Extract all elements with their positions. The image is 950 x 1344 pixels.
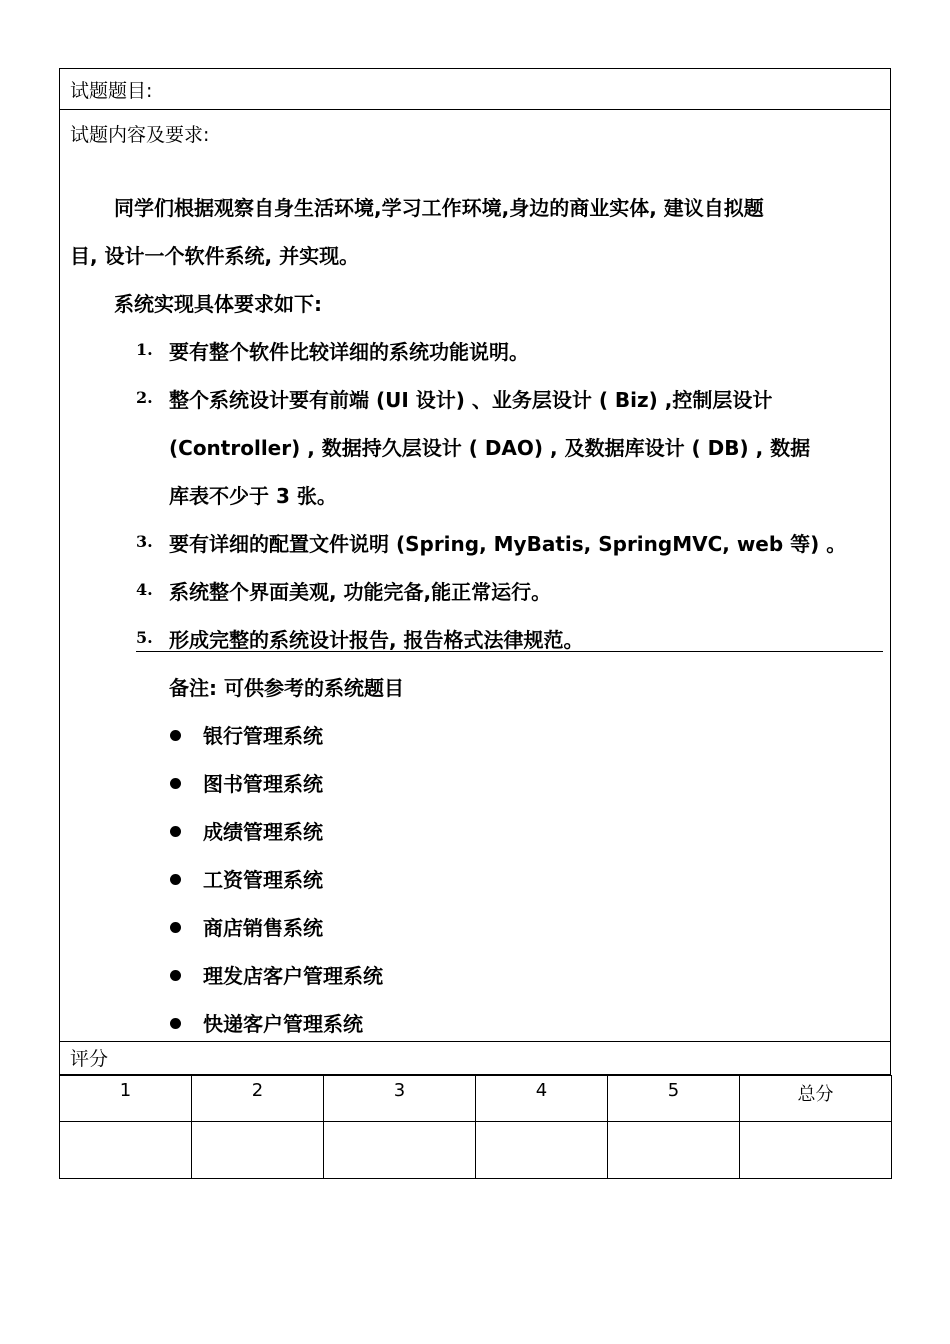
exam-form — [59, 68, 891, 1179]
bullet-dot-icon — [170, 730, 181, 741]
requirement-text: 整个系统设计要有前端 (UI 设计) 、业务层设计 ( Biz) ,控制层设计 — [169, 388, 773, 412]
score-cell[interactable] — [608, 1122, 740, 1179]
bullet-dot-icon — [170, 874, 181, 885]
scoring-entry-row — [60, 1122, 892, 1179]
topic-item: 成绩管理系统 — [203, 820, 323, 844]
score-cell[interactable] — [192, 1122, 324, 1179]
score-column-header: 5 — [608, 1076, 740, 1122]
bullet-dot-icon — [170, 922, 181, 933]
score-cell[interactable] — [60, 1122, 192, 1179]
bullet-dot-icon — [170, 778, 181, 789]
note-heading: 备注: 可供参考的系统题目 — [169, 676, 404, 700]
scoring-header-row — [60, 1076, 892, 1122]
requirement-number: 5. — [136, 628, 153, 647]
requirement-number: 1. — [136, 340, 153, 359]
exam-title-label: 试题题目: — [70, 80, 153, 102]
requirement-text: 系统整个界面美观, 功能完备,能正常运行。 — [169, 580, 552, 604]
requirement-text: 库表不少于 3 张。 — [169, 484, 337, 508]
requirement-text: 要有整个软件比较详细的系统功能说明。 — [169, 340, 529, 364]
score-column-header: 4 — [476, 1076, 608, 1122]
requirement-number: 3. — [136, 532, 153, 551]
topic-item: 快递客户管理系统 — [203, 1012, 363, 1036]
scoring-label: 评分 — [70, 1048, 109, 1070]
scoring-table — [59, 1075, 892, 1179]
score-column-header: 2 — [192, 1076, 324, 1122]
bullet-dot-icon — [170, 826, 181, 837]
score-cell[interactable] — [324, 1122, 476, 1179]
intro-line-1: 同学们根据观察自身生活环境,学习工作环境,身边的商业实体, 建议自拟题 — [114, 196, 764, 220]
topic-item: 商店销售系统 — [203, 916, 323, 940]
score-column-header: 总分 — [740, 1076, 892, 1122]
exam-content-box — [59, 110, 891, 1042]
topic-item: 工资管理系统 — [203, 868, 323, 892]
bullet-dot-icon — [170, 1018, 181, 1029]
score-cell[interactable] — [476, 1122, 608, 1179]
bullet-dot-icon — [170, 970, 181, 981]
total-score-cell[interactable] — [740, 1122, 892, 1179]
score-column-header: 1 — [60, 1076, 192, 1122]
exam-title-row — [59, 68, 891, 110]
requirement-text: (Controller) , 数据持久层设计 ( DAO) , 及数据库设计 ( DB) , 数据 — [169, 436, 811, 460]
scoring-label-row — [59, 1042, 891, 1075]
topic-item: 理发店客户管理系统 — [203, 964, 383, 988]
exam-content-label: 试题内容及要求: — [70, 124, 210, 146]
topic-item: 图书管理系统 — [203, 772, 323, 796]
requirement-text: 形成完整的系统设计报告, 报告格式法律规范。 — [169, 628, 584, 652]
requirement-text: 要有详细的配置文件说明 (Spring, MyBatis, SpringMVC, web 等) 。 — [169, 532, 847, 556]
requirements-heading: 系统实现具体要求如下: — [114, 292, 322, 316]
score-column-header: 3 — [324, 1076, 476, 1122]
underline-rule — [136, 651, 883, 652]
topic-item: 银行管理系统 — [203, 724, 323, 748]
requirement-number: 2. — [136, 388, 153, 407]
intro-line-2: 目, 设计一个软件系统, 并实现。 — [70, 244, 360, 268]
requirement-number: 4. — [136, 580, 153, 599]
